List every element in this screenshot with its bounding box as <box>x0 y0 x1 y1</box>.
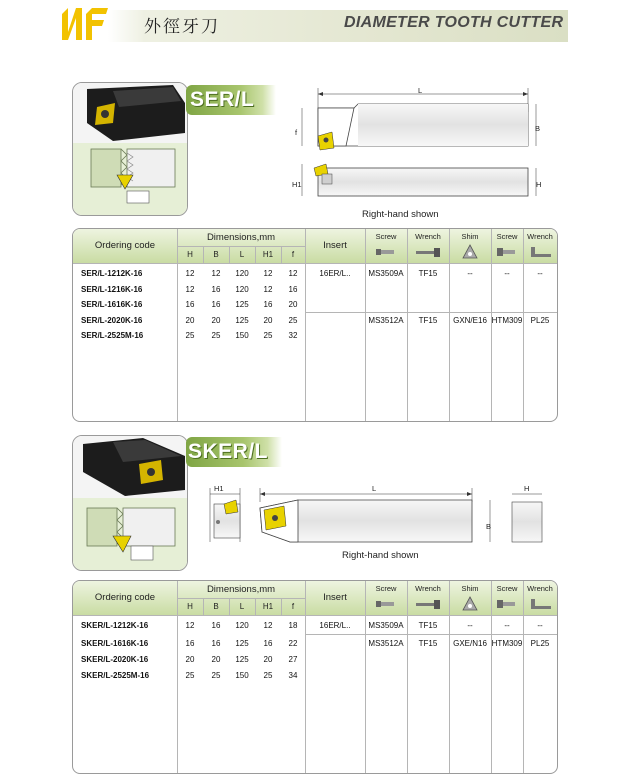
header-dim-H: H <box>187 602 193 611</box>
screw-icon <box>497 598 517 610</box>
hex-wrench-icon <box>529 245 553 259</box>
header-wrench-2: Wrench <box>527 584 553 593</box>
shim-icon <box>462 596 478 612</box>
ser-caption: Right-hand shown <box>362 209 439 220</box>
dim-label-H1: H1 <box>214 484 224 493</box>
screw-icon <box>497 246 517 258</box>
header-insert: Insert <box>323 592 347 603</box>
header-dimensions: Dimensions,mm <box>206 584 276 595</box>
header-wrench-2: Wrench <box>527 232 553 241</box>
header-screw: Screw <box>375 232 397 241</box>
ser-table: Ordering code Dimensions,mm H B L H1 f Insert Screw Wrench Shim Screw Wrench SER/L-1212K-16 12 12 120 12 12 SER/L-1216K-16 12 16 120 12 16 SER/L-1616K-16 16 16 125 16 20 SER/L-2020K-16 20 20 125 20 25 SER/L-2525M-16 25 25 150 25 32 16ER/L.. MS3509A TF15 -- -- -- MS3512A TF15 GXN/E16 HTM309 PL25 <box>72 228 558 422</box>
header-screw-2: Screw <box>496 584 518 593</box>
header-dim-B: B <box>213 602 219 611</box>
hex-wrench-icon <box>529 597 553 611</box>
header-shim: Shim <box>461 584 479 593</box>
header-dim-H1: H1 <box>262 250 274 259</box>
header-wrench: Wrench <box>415 232 441 241</box>
sker-caption: Right-hand shown <box>342 550 419 561</box>
dim-label-H1: H1 <box>292 180 302 189</box>
dim-label-H: H <box>524 484 530 493</box>
dim-label-f: f <box>295 128 298 137</box>
dim-label-L: L <box>418 86 423 95</box>
header-dim-H: H <box>187 250 193 259</box>
header-screw-2: Screw <box>496 232 518 241</box>
header-dim-f: f <box>291 250 295 259</box>
section-title-sker: SKER/L <box>188 440 269 463</box>
insert-value: 16ER/L.. <box>319 269 351 278</box>
header-insert: Insert <box>323 240 347 251</box>
logo-icon <box>60 6 110 47</box>
wrench-icon <box>416 246 440 258</box>
dim-label-H: H <box>536 180 542 189</box>
header-dim-L: L <box>239 250 245 259</box>
header-dim-B: B <box>213 250 219 259</box>
header-dim-L: L <box>239 602 245 611</box>
dim-label-B: B <box>486 522 492 531</box>
header-dimensions: Dimensions,mm <box>206 232 276 243</box>
page-title-cn: 外徑牙刀 <box>144 17 220 37</box>
screw-icon <box>376 246 396 258</box>
screw-icon <box>376 598 396 610</box>
header-dim-H1: H1 <box>262 602 274 611</box>
page-title-en: DIAMETER TOOTH CUTTER <box>344 14 564 31</box>
header-ordering-code: Ordering code <box>94 592 156 603</box>
header-shim: Shim <box>461 232 479 241</box>
shim-icon <box>462 244 478 260</box>
dim-label-B: B <box>535 124 541 133</box>
sker-photo-panel <box>72 435 188 571</box>
header-screw: Screw <box>375 584 397 593</box>
section-title-ser: SER/L <box>190 88 255 111</box>
ser-technical-drawing <box>292 84 552 213</box>
header-ordering-code: Ordering code <box>94 240 156 251</box>
dim-label-L: L <box>372 484 377 493</box>
ser-photo-panel <box>72 82 188 216</box>
header-wrench: Wrench <box>415 584 441 593</box>
header-dim-f: f <box>291 602 295 611</box>
wrench-icon <box>416 598 440 610</box>
sker-table: Ordering code Dimensions,mm H B L H1 f Insert Screw Wrench Shim Screw Wrench SKER/L-1212K-16 12 16 120 12 18 SKER/L-1616K-16 16 16 125 16 22 SKER/L-2020K-16 20 20 125 20 27 SKER/L-2525M-16 25 25 150 25 34 16ER/L.. MS3509A TF15 -- -- -- MS3512A TF15 GXE/N16 HTM309 PL25 <box>72 580 558 774</box>
insert-value: 16ER/L.. <box>319 621 351 630</box>
